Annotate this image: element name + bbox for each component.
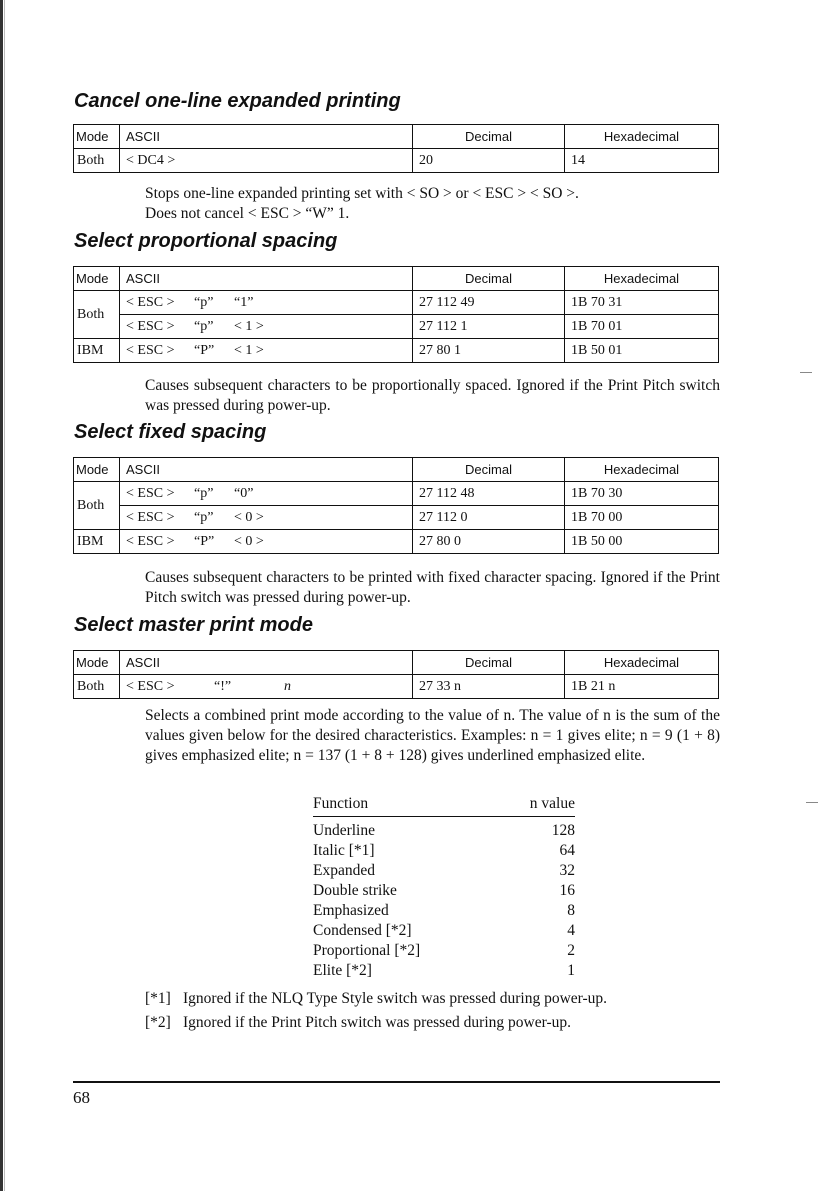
col-header-decimal: Decimal — [413, 125, 565, 149]
section-title-cancel-expanded: Cancel one-line expanded printing — [74, 90, 401, 112]
hex-cell: 1B 70 30 — [565, 482, 719, 506]
decimal-cell: 27 80 0 — [413, 530, 565, 554]
ascii-code: “p” — [194, 485, 214, 501]
function-value: 16 — [559, 882, 575, 899]
mode-cell: Both — [74, 482, 120, 530]
table-row — [74, 149, 719, 173]
function-value: 32 — [559, 862, 575, 879]
hex-cell: 1B 50 01 — [565, 339, 719, 363]
hex-cell: 1B 70 31 — [565, 291, 719, 315]
hex-cell: 1B 21 n — [565, 675, 719, 699]
table-row — [74, 291, 719, 315]
section-description: Causes subsequent characters to be printed with fixed character spacing. Ignored if the Print Pitch switch was pressed during power-up. — [145, 569, 720, 606]
section-title-fixed: Select fixed spacing — [74, 421, 267, 443]
col-header-ascii: ASCII — [120, 458, 413, 482]
table-row — [74, 506, 719, 530]
col-header-ascii: ASCII — [120, 651, 413, 675]
ascii-code: “P” — [194, 533, 215, 549]
function-value: 1 — [567, 962, 575, 979]
function-row — [313, 881, 575, 901]
table-header-row — [74, 125, 719, 149]
col-header-mode: Mode — [74, 651, 120, 675]
footnotes — [145, 988, 705, 1036]
decimal-cell: 27 112 0 — [413, 506, 565, 530]
ascii-code: < ESC > — [126, 509, 175, 525]
ascii-code: < ESC > — [126, 533, 175, 549]
function-value: 64 — [559, 842, 575, 859]
margin-mark — [800, 372, 812, 373]
section-title-proportional: Select proportional spacing — [74, 230, 338, 252]
function-name: Proportional [*2] — [313, 942, 421, 959]
col-header-ascii: ASCII — [120, 125, 413, 149]
command-table-master-print — [73, 650, 719, 699]
decimal-cell: 20 — [413, 149, 565, 173]
ascii-code: “1” — [234, 294, 254, 310]
function-row — [313, 861, 575, 881]
function-name: Expanded — [313, 862, 375, 879]
ascii-code: “p” — [194, 509, 214, 525]
col-header-decimal: Decimal — [413, 651, 565, 675]
ascii-cell — [120, 315, 413, 339]
description-line: Does not cancel < ESC > “W” 1. — [145, 205, 350, 222]
table-header-row — [74, 267, 719, 291]
ascii-code: “0” — [234, 485, 254, 501]
col-header-hex: Hexadecimal — [565, 651, 719, 675]
col-header-mode: Mode — [74, 458, 120, 482]
function-value-table — [313, 794, 575, 981]
function-row — [313, 961, 575, 981]
col-header-hex: Hexadecimal — [565, 458, 719, 482]
function-row — [313, 921, 575, 941]
decimal-cell: 27 112 48 — [413, 482, 565, 506]
table-row — [74, 675, 719, 699]
decimal-cell: 27 112 1 — [413, 315, 565, 339]
section-description — [145, 184, 720, 224]
footer-rule — [73, 1081, 720, 1083]
function-value: 128 — [551, 822, 575, 839]
table-header-row — [74, 651, 719, 675]
col-header-decimal: Decimal — [413, 267, 565, 291]
function-value: 8 — [567, 902, 575, 919]
footnote-text: Ignored if the NLQ Type Style switch was pressed during power-up. — [183, 990, 608, 1007]
ascii-code: “!” — [214, 678, 232, 694]
ascii-cell — [120, 339, 413, 363]
ascii-code: < DC4 > — [126, 152, 176, 168]
command-table-fixed — [73, 457, 719, 554]
ascii-code: “p” — [194, 294, 214, 310]
command-table-proportional — [73, 266, 719, 363]
ascii-cell — [120, 675, 413, 699]
ascii-cell — [120, 149, 413, 173]
col-header-hex: Hexadecimal — [565, 267, 719, 291]
mode-cell: IBM — [74, 530, 120, 554]
ascii-code: “P” — [194, 342, 215, 358]
ascii-cell — [120, 291, 413, 315]
decimal-cell: 27 80 1 — [413, 339, 565, 363]
ascii-code: < 1 > — [234, 342, 264, 358]
ascii-code: < 1 > — [234, 318, 264, 334]
function-row — [313, 941, 575, 961]
table-row — [74, 339, 719, 363]
margin-mark — [806, 802, 818, 803]
ascii-cell — [120, 506, 413, 530]
table-row — [74, 530, 719, 554]
col-header-hex: Hexadecimal — [565, 125, 719, 149]
function-name: Condensed [*2] — [313, 922, 412, 939]
ascii-code: < ESC > — [126, 294, 175, 310]
function-table-header — [313, 794, 575, 817]
description-line: Stops one-line expanded printing set with < SO > or < ESC > < SO >. — [145, 185, 579, 202]
hex-cell: 1B 70 01 — [565, 315, 719, 339]
section-description: Selects a combined print mode according to the value of n. The value of n is the sum of the values given below for the desired characteristics. Examples: n = 1 gives elite; n = 9 (1 + 8) gives emphasized elite; n = 137 (1 + 8 + 128) gives underlined emphasized elite. — [145, 707, 720, 764]
col-header-ascii: ASCII — [120, 267, 413, 291]
page-number: 68 — [73, 1088, 90, 1107]
mode-cell: Both — [74, 149, 120, 173]
table-row — [74, 482, 719, 506]
section-description: Causes subsequent characters to be proportionally spaced. Ignored if the Print Pitch switch was pressed during power-up. — [145, 377, 720, 414]
col-header-decimal: Decimal — [413, 458, 565, 482]
command-table-cancel-expanded — [73, 124, 719, 173]
col-header-mode: Mode — [74, 125, 120, 149]
function-row — [313, 901, 575, 921]
decimal-cell: 27 112 49 — [413, 291, 565, 315]
function-name: Emphasized — [313, 902, 389, 919]
section-title-master-print: Select master print mode — [74, 614, 313, 636]
function-row — [313, 841, 575, 861]
ascii-code: < 0 > — [234, 509, 264, 525]
mode-cell: IBM — [74, 339, 120, 363]
ascii-code: < ESC > — [126, 318, 175, 334]
footnote — [145, 1012, 705, 1033]
footnote — [145, 988, 705, 1009]
mode-cell: Both — [74, 291, 120, 339]
col-header-mode: Mode — [74, 267, 120, 291]
function-name: Italic [*1] — [313, 842, 375, 859]
function-name: Elite [*2] — [313, 962, 372, 979]
ascii-code: < ESC > — [126, 485, 175, 501]
function-value: 4 — [567, 922, 575, 939]
n-value-header: n value — [529, 795, 575, 812]
hex-cell: 14 — [565, 149, 719, 173]
function-row — [313, 821, 575, 841]
ascii-code: < ESC > — [126, 342, 175, 358]
ascii-code: n — [284, 678, 291, 694]
ascii-cell — [120, 482, 413, 506]
footnote-tag: [*2] — [145, 1014, 171, 1031]
function-name: Underline — [313, 822, 375, 839]
decimal-cell: 27 33 n — [413, 675, 565, 699]
ascii-code: < 0 > — [234, 533, 264, 549]
table-row — [74, 315, 719, 339]
footnote-text: Ignored if the Print Pitch switch was pressed during power-up. — [183, 1014, 571, 1031]
function-value: 2 — [567, 942, 575, 959]
ascii-cell — [120, 530, 413, 554]
table-header-row — [74, 458, 719, 482]
function-name: Double strike — [313, 882, 397, 899]
hex-cell: 1B 50 00 — [565, 530, 719, 554]
mode-cell: Both — [74, 675, 120, 699]
footnote-tag: [*1] — [145, 990, 171, 1007]
function-header: Function — [313, 795, 369, 812]
ascii-code: “p” — [194, 318, 214, 334]
page-binding-edge — [0, 0, 3, 1191]
hex-cell: 1B 70 00 — [565, 506, 719, 530]
page-binding-edge-shadow — [4, 0, 5, 1191]
ascii-code: < ESC > — [126, 678, 175, 694]
